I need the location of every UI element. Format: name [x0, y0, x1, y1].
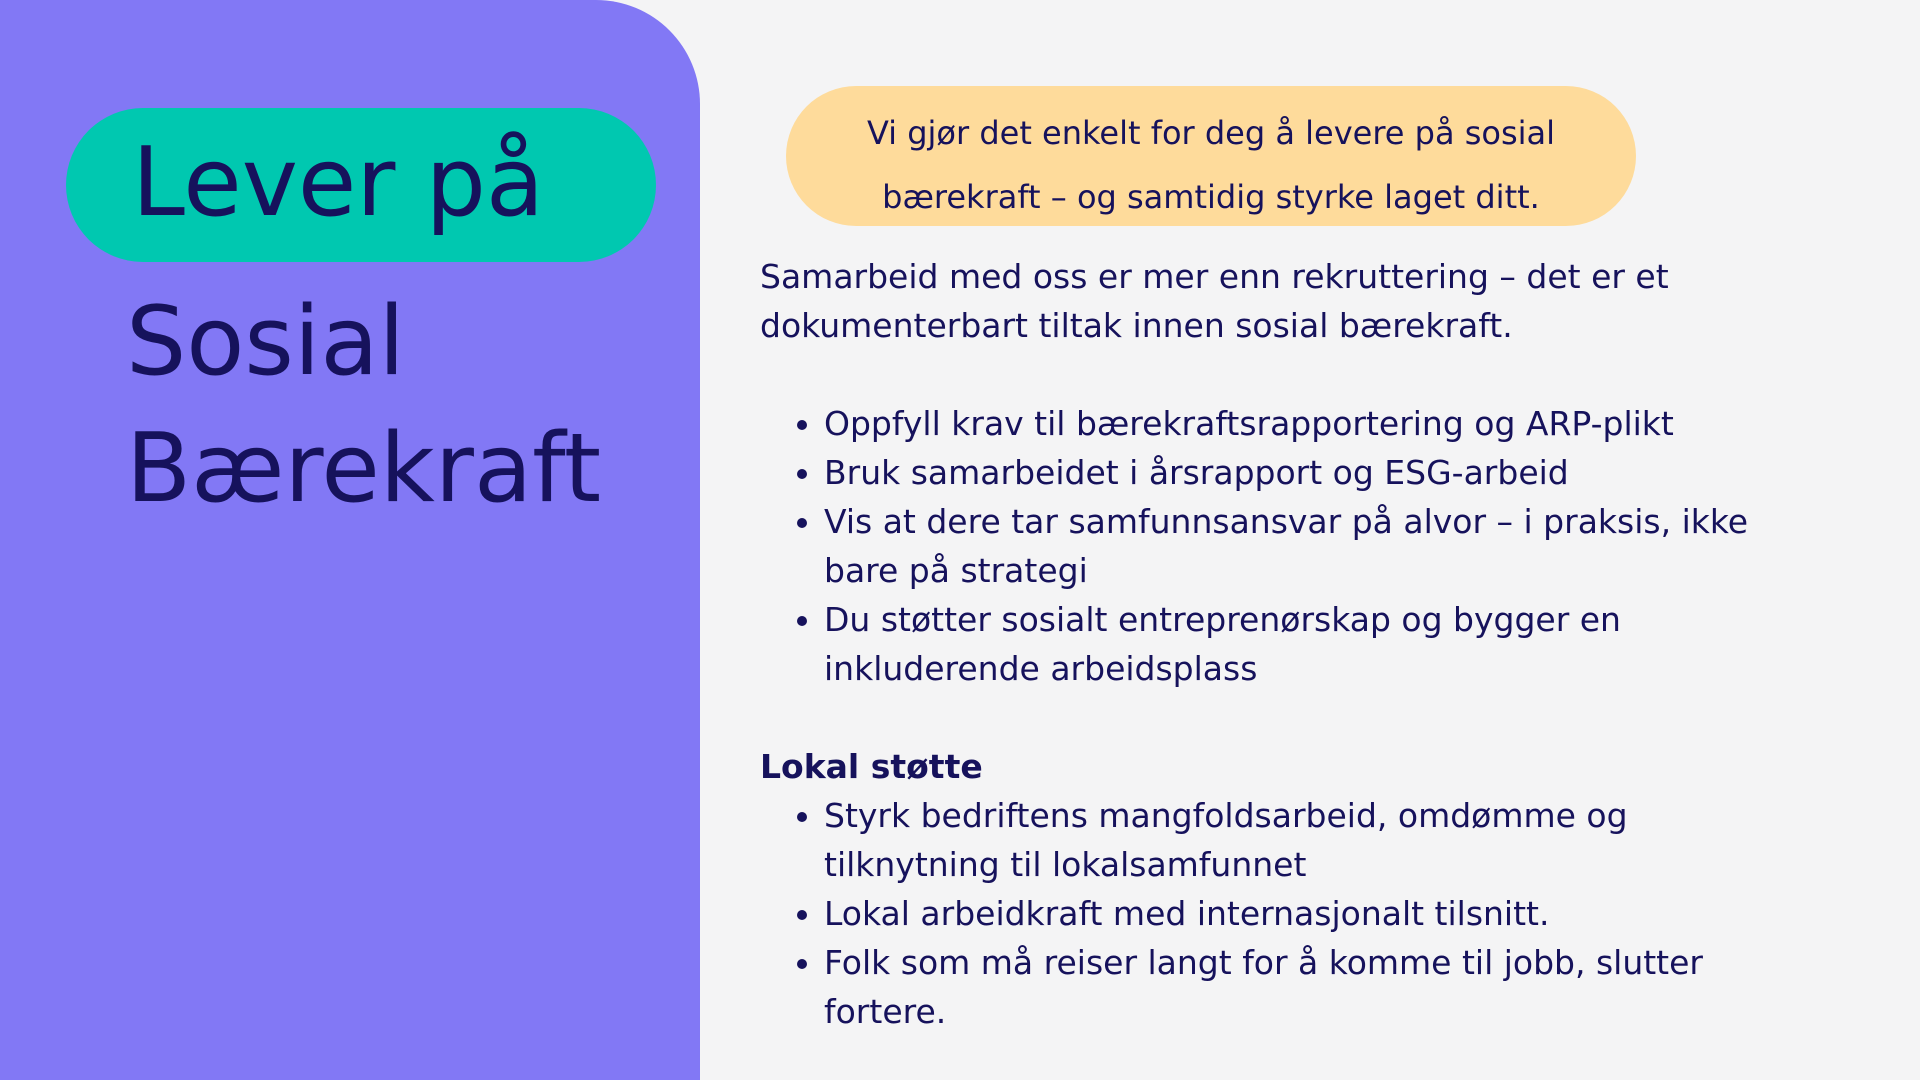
benefit-item: • Du støtter sosialt entreprenørskap og bygger en inkluderende arbeidsplass: [824, 595, 1760, 693]
local-support-item: • Styrk bedriftens mangfoldsarbeid, omdømme og tilknytning til lokalsamfunnet: [824, 791, 1760, 889]
local-support-list: [760, 791, 1760, 1036]
intro-line-1: Vi gjør det enkelt for deg å levere på sosial: [866, 114, 1556, 152]
title-line-2: Sosial: [126, 287, 405, 397]
local-support-item: • Folk som må reiser langt for å komme til jobb, slutter fortere.: [824, 938, 1760, 1036]
benefit-item: • Oppfyll krav til bærekraftsrapportering og ARP-plikt: [824, 399, 1760, 448]
benefit-item: • Vis at dere tar samfunnsansvar på alvor – i praksis, ikke bare på strategi: [824, 497, 1760, 595]
lead-paragraph: Samarbeid med oss er mer enn rekruttering – det er et dokumenterbart tiltak innen sosial bærekraft.: [760, 257, 1669, 345]
intro-line-2: bærekraft – og samtidig styrke laget ditt.: [882, 178, 1540, 216]
intro-callout: [786, 86, 1636, 226]
title-line-1: Lever på: [132, 128, 545, 238]
title-line-3: Bærekraft: [126, 414, 602, 524]
benefits-list: [760, 399, 1760, 693]
main-content: [760, 252, 1760, 1036]
local-support-item: • Lokal arbeidkraft med internasjonalt tilsnitt.: [824, 889, 1760, 938]
local-support-heading: Lokal støtte: [760, 747, 983, 786]
benefit-item: • Bruk samarbeidet i årsrapport og ESG-arbeid: [824, 448, 1760, 497]
